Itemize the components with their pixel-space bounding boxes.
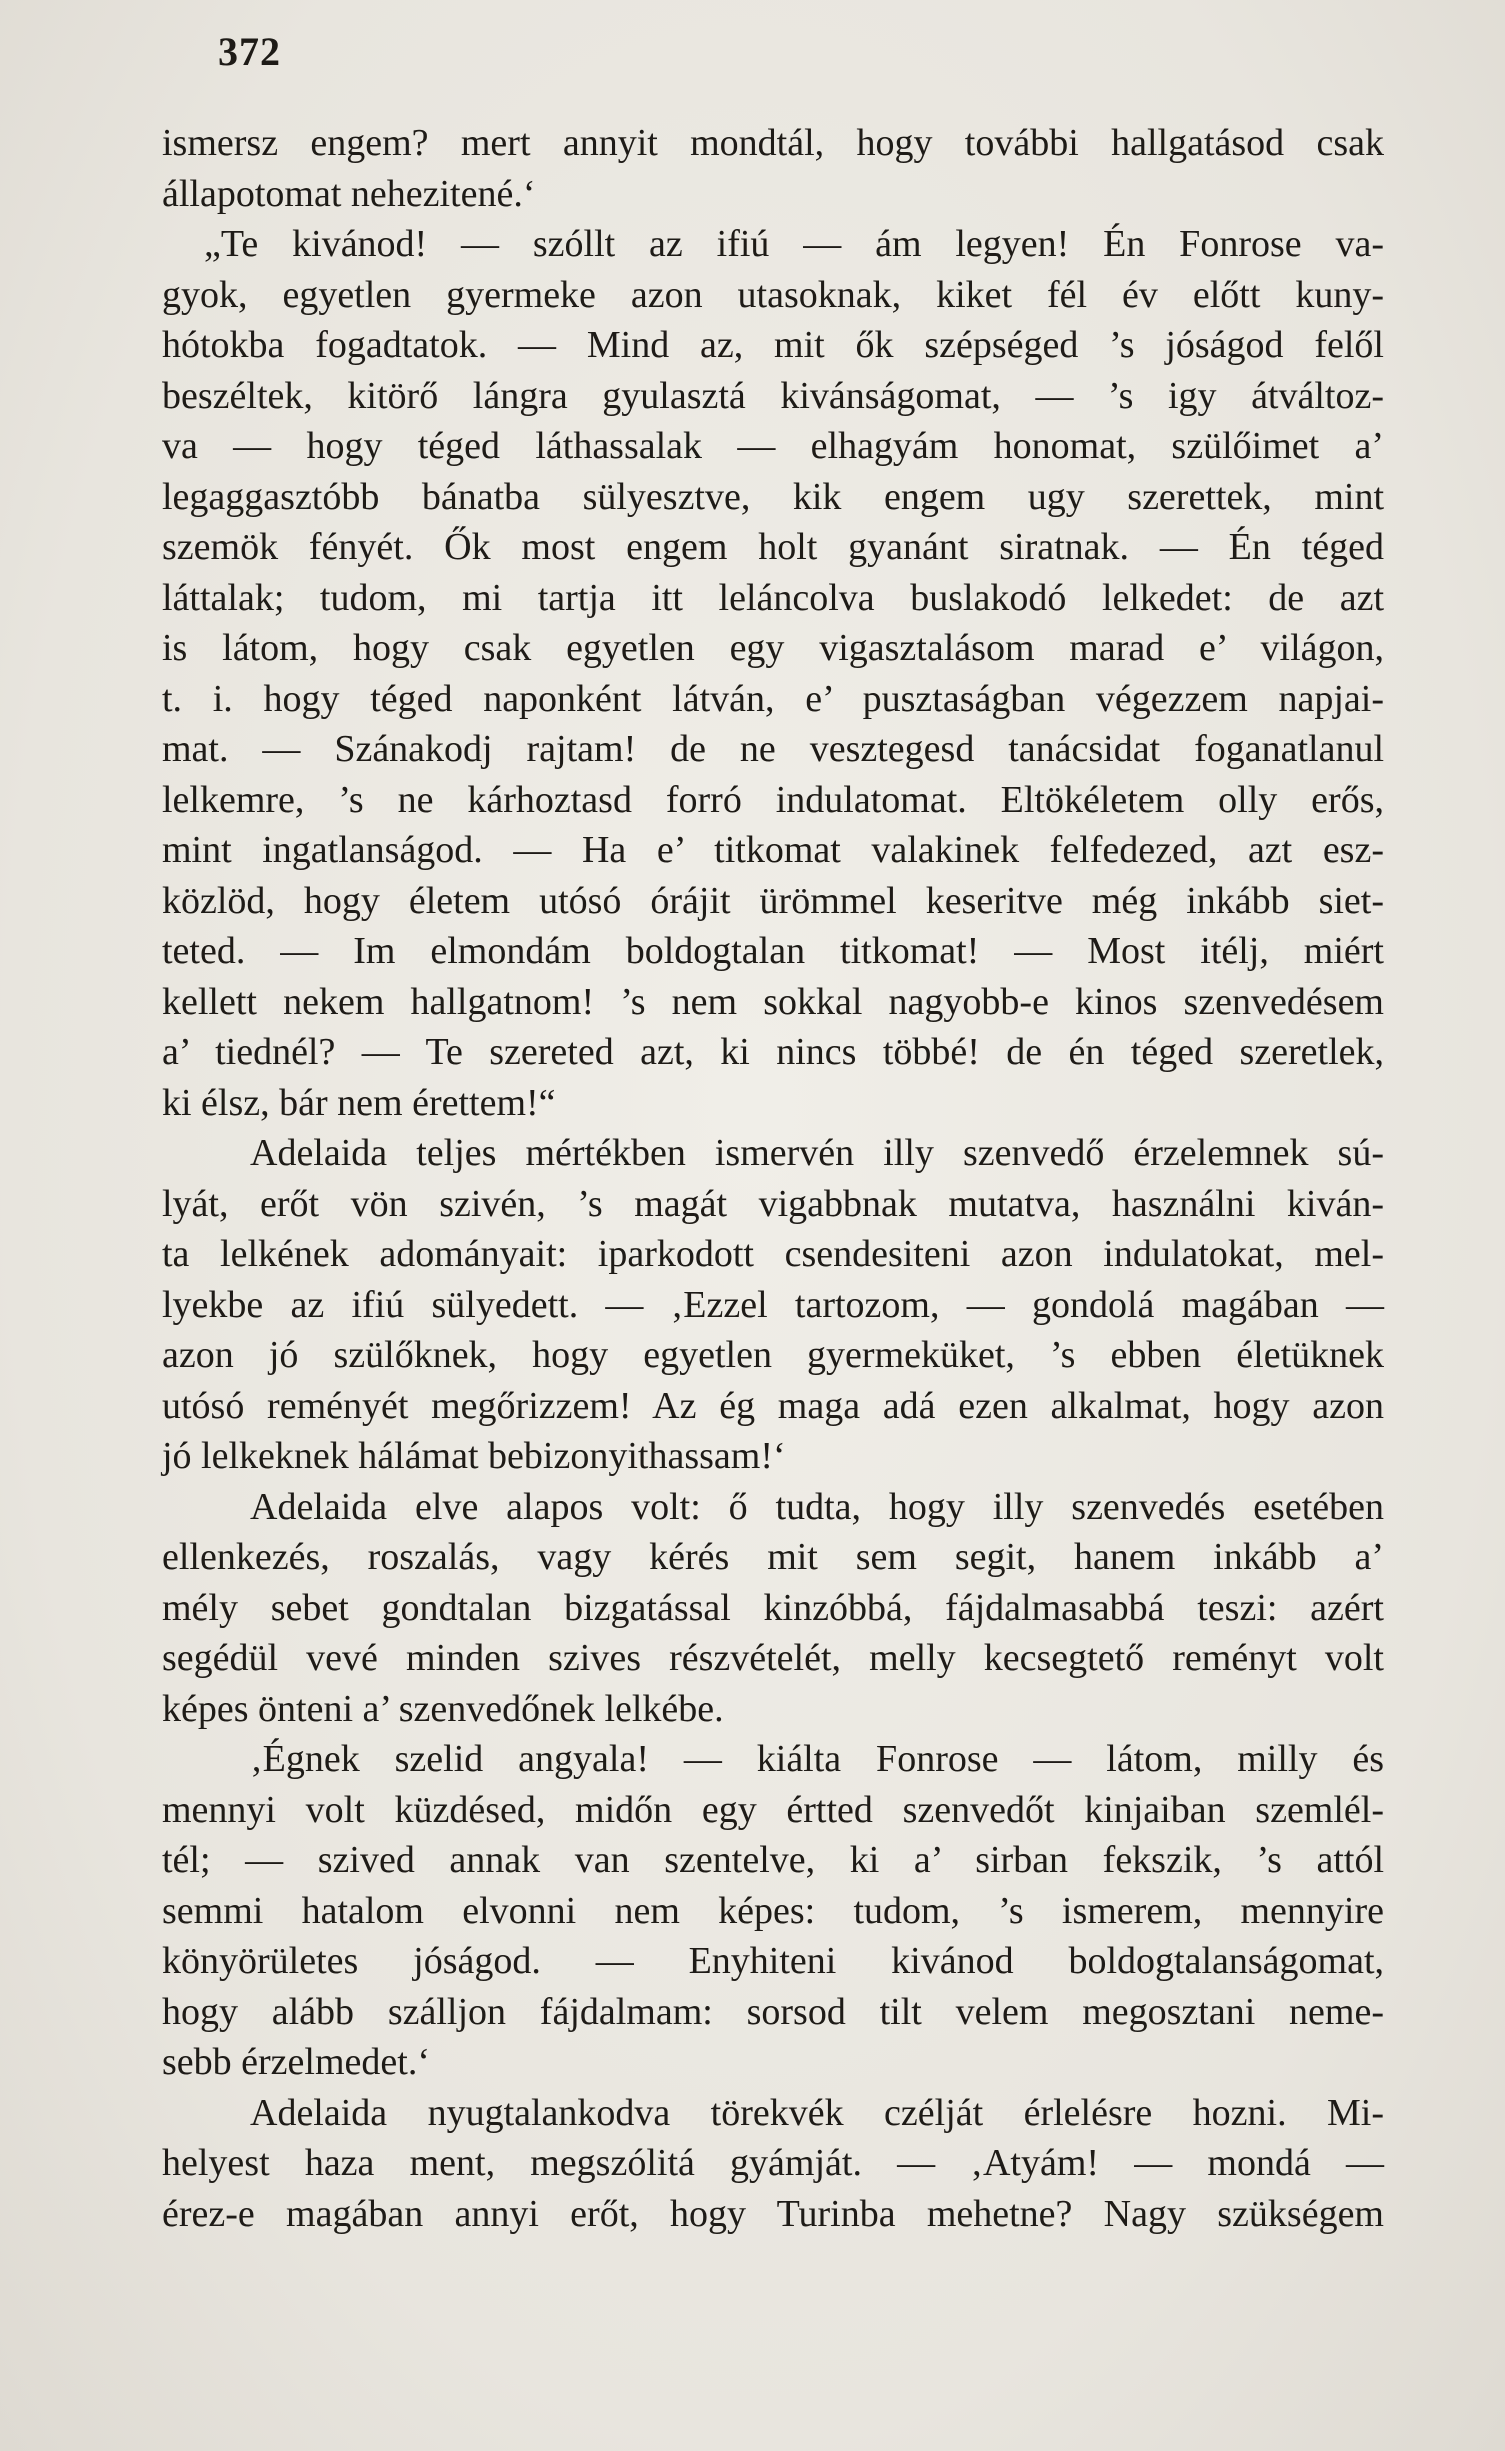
text-line: érez-e magában annyi erőt, hogy Turinba mehetne? Nagy szükségem	[162, 2192, 1384, 2235]
text-line: azon jó szülőknek, hogy egyetlen gyermeküket, ’s ebben életüknek	[162, 1334, 1384, 1376]
text-line: lyekbe az ifiú sülyedett. — ‚Ezzel tartozom, — gondolá magában —	[162, 1283, 1384, 1326]
text-line: segédül vevé minden szives részvételét, melly kecsegtető reményt volt	[162, 1637, 1384, 1679]
text-line: legaggasztóbb bánatba sülyesztve, kik engem ugy szerettek, mint	[162, 475, 1384, 518]
text-line: Adelaida nyugtalankodva törekvék czélját érlelésre hozni. Mi-	[250, 2091, 1384, 2134]
text-line: helyest haza ment, megszólitá gyámját. — ‚Atyám! — mondá —	[162, 2142, 1384, 2184]
text-line: ta lelkének adományait: iparkodott csendesiteni azon indulatokat, mel-	[162, 1233, 1384, 1275]
text-line: hótokba fogadtatok. — Mind az, mit ők szépséged ’s jóságod felől	[162, 324, 1384, 366]
text-line: ellenkezés, roszalás, vagy kérés mit sem segit, hanem inkább a’	[162, 1536, 1384, 1578]
text-line: gyok, egyetlen gyermeke azon utasoknak, kiket fél év előtt kuny-	[162, 273, 1384, 316]
text-line: mély sebet gondtalan bizgatással kinzóbbá, fájdalmasabbá teszi: azért	[162, 1586, 1384, 1629]
text-line: szemök fényét. Ők most engem holt gyanánt siratnak. — Én téged	[162, 526, 1384, 568]
text-line: Adelaida teljes mértékben ismervén illy szenvedő érzelemnek sú-	[250, 1132, 1384, 1174]
text-line: mint ingatlanságod. — Ha e’ titkomat valakinek felfedezed, azt esz-	[162, 829, 1384, 871]
text-line: utósó reményét megőrizzem! Az ég maga adá ezen alkalmat, hogy azon	[162, 1384, 1384, 1427]
text-line: teted. — Im elmondám boldogtalan titkomat! — Most itélj, miért	[162, 930, 1384, 972]
text-line: Adelaida elve alapos volt: ő tudta, hogy illy szenvedés esetében	[250, 1485, 1384, 1528]
body-text	[162, 118, 1384, 2239]
text-line: hogy alább szálljon fájdalmam: sorsod tilt velem megosztani neme-	[162, 1990, 1384, 2033]
text-line: a’ tiednél? — Te szereted azt, ki nincs többé! de én téged szeretlek,	[162, 1031, 1384, 1073]
text-line: ki élsz, bár nem érettem!“	[162, 1081, 556, 1124]
text-line: mennyi volt küzdésed, midőn egy értted szenvedőt kinjaiban szemlél-	[162, 1788, 1384, 1831]
text-line: ‚Égnek szelid angyala! — kiálta Fonrose — látom, milly és	[250, 1738, 1384, 1780]
text-line: „Te kivánod! — szóllt az ifiú — ám legyen! Én Fonrose va-	[204, 223, 1384, 265]
text-line: jó lelkeknek hálámat bebizonyithassam!‘	[162, 1435, 786, 1477]
text-line: könyörületes jóságod. — Enyhiteni kivánod boldogtalanságomat,	[162, 1940, 1384, 1982]
text-line: t. i. hogy téged naponként látván, e’ pusztaságban végezzem napjai-	[162, 677, 1384, 720]
text-line: sebb érzelmedet.‘	[162, 2041, 430, 2083]
page-number: 372	[218, 29, 281, 74]
text-line: mat. — Szánakodj rajtam! de ne vesztegesd tanácsidat foganatlanul	[162, 728, 1384, 770]
text-line: semmi hatalom elvonni nem képes: tudom, ’s ismerem, mennyire	[162, 1889, 1384, 1932]
text-line: is látom, hogy csak egyetlen egy vigasztalásom marad e’ világon,	[162, 627, 1384, 669]
text-line: va — hogy téged láthassalak — elhagyám honomat, szülőimet a’	[162, 425, 1384, 467]
text-line: közlöd, hogy életem utósó órájit ürömmel keseritve még inkább siet-	[162, 879, 1384, 922]
text-line: lelkemre, ’s ne kárhoztasd forró indulatomat. Eltökéletem olly erős,	[162, 778, 1384, 821]
text-line: láttalak; tudom, mi tartja itt leláncolva buslakodó lelkedet: de azt	[162, 576, 1384, 619]
text-line: képes önteni a’ szenvedőnek lelkébe.	[162, 1687, 724, 1730]
text-line: beszéltek, kitörő lángra gyulasztá kivánságomat, — ’s igy átváltoz-	[162, 374, 1384, 417]
text-line: kellett nekem hallgatnom! ’s nem sokkal nagyobb-e kinos szenvedésem	[162, 980, 1384, 1023]
text-line: ismersz engem? mert annyit mondtál, hogy további hallgatásod csak	[162, 122, 1384, 164]
text-line: állapotomat nehezitené.‘	[162, 172, 536, 215]
text-line: tél; — szived annak van szentelve, ki a’ sirban fekszik, ’s attól	[162, 1839, 1384, 1881]
text-line: lyát, erőt vön szivén, ’s magát vigabbnak mutatva, használni kiván-	[162, 1182, 1384, 1225]
